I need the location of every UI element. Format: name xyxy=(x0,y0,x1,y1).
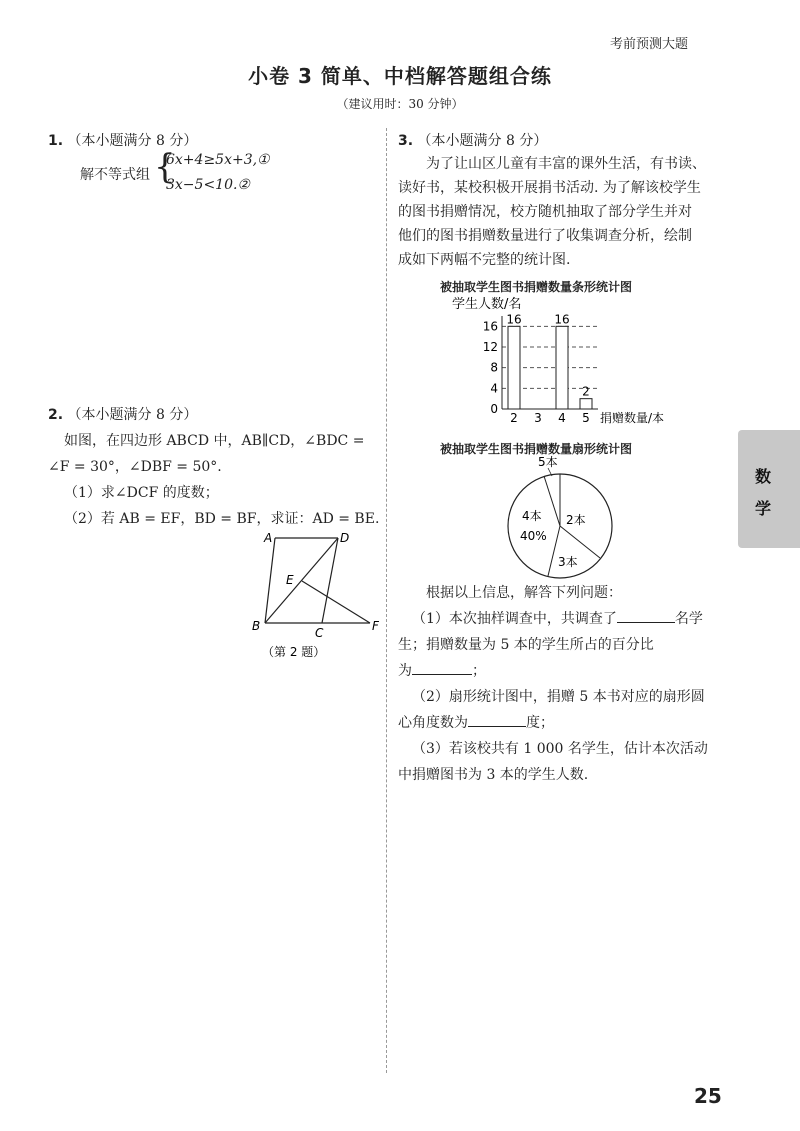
page-title: 小卷 3 简单、中档解答题组合练 xyxy=(248,64,552,88)
q3-stem-line4: 他们的图书捐赠数量进行了收集调查分析，绘制 xyxy=(398,228,692,244)
pie-label-2: 2本 xyxy=(566,513,586,527)
q1-inequality-1: 6x+4≥5x+3,① xyxy=(166,152,270,168)
q3-sub1-blank-count[interactable] xyxy=(617,608,675,623)
point-e-label: E xyxy=(286,573,294,587)
bar-xtick-label: 4 xyxy=(558,411,566,425)
q3-sub1-line3 xyxy=(398,658,738,684)
bar-xtick-label: 3 xyxy=(534,411,542,425)
q3-number: 3. xyxy=(398,133,414,149)
q2-figure-caption: （第 2 题） xyxy=(262,645,326,659)
point-c-label: C xyxy=(315,626,324,640)
q3-sub1-text-a: （1）本次抽样调查中，共调查了 xyxy=(412,611,617,627)
bar-ytick-label: 4 xyxy=(490,381,498,396)
q2-part2: （2）若 AB = EF，BD = BF，求证：AD = BE. xyxy=(64,511,380,527)
q3-score: （本小题满分 8 分） xyxy=(417,133,548,149)
header-series-label: 考前预测大题 xyxy=(610,37,689,52)
bar-value-label: 16 xyxy=(506,312,522,327)
pie-chart xyxy=(470,454,640,584)
q1-inequality-2: 3x−5<10.② xyxy=(166,177,250,193)
q3-sub1-blank-percent[interactable] xyxy=(412,660,472,675)
side-tab-char-2: 学 xyxy=(754,499,771,518)
q3-stem-line1: 为了让山区儿童有丰富的课外生活，有书读、 xyxy=(426,156,706,172)
q2-number: 2. xyxy=(48,407,64,423)
q1-lead: 解不等式组 xyxy=(80,167,150,183)
bar-ytick-label: 16 xyxy=(482,319,498,334)
q3-sub1-text-d: 为 xyxy=(398,663,412,679)
bar-5 xyxy=(580,399,592,409)
bar-value-label: 16 xyxy=(554,312,570,327)
q1-score: （本小题满分 8 分） xyxy=(67,133,198,149)
bar-value-label: 2 xyxy=(582,384,590,399)
bar-4 xyxy=(556,326,568,409)
segment-bd xyxy=(265,538,338,623)
q3-sub1-text-e: ； xyxy=(472,663,486,679)
bar-chart xyxy=(430,294,710,434)
q2-part1: （1）求∠DCF 的度数； xyxy=(64,485,219,501)
bar-ytick-label: 8 xyxy=(490,360,498,375)
point-b-label: B xyxy=(252,619,261,633)
pie-label-5: 5本 xyxy=(538,455,558,469)
q2-stem-line2: ∠F = 30°，∠DBF = 50°. xyxy=(48,459,222,475)
bar-xtick-label: 2 xyxy=(510,411,518,425)
q2-heading xyxy=(48,404,197,424)
q3-sub2-blank-angle[interactable] xyxy=(468,712,526,727)
bar-chart-xlabel: 捐赠数量/本 xyxy=(600,411,665,425)
q3-sub1-line2: 生；捐赠数量为 5 本的学生所占的百分比 xyxy=(398,637,654,653)
q2-stem-line1: 如图，在四边形 ABCD 中，AB∥CD，∠BDC = xyxy=(64,433,365,449)
pie-divider-2 xyxy=(544,476,560,526)
q3-sub2-text-c: 度； xyxy=(526,715,554,731)
q3-sub3-line1: （3）若该校共有 1 000 名学生，估计本次活动 xyxy=(412,741,708,757)
pie-label-4: 4本 xyxy=(522,509,542,523)
pie-annotation-40pct: 40% xyxy=(520,529,547,543)
segment-dc xyxy=(322,538,338,623)
page-subtitle: （建议用时：30 分钟） xyxy=(336,97,464,111)
q2-figure xyxy=(240,526,390,666)
q3-sub3-line2: 中捐赠图书为 3 本的学生人数. xyxy=(398,767,589,783)
q2-score: （本小题满分 8 分） xyxy=(67,407,198,423)
side-tab-char-1: 数 xyxy=(754,467,771,486)
q3-subquestions xyxy=(398,580,738,788)
bar-chart-ylabel: 学生人数/名 xyxy=(452,297,522,312)
q3-sub2-line2 xyxy=(398,710,738,736)
point-f-label: F xyxy=(372,619,379,633)
pie-divider-4 xyxy=(560,526,600,558)
q3-sub1-line1 xyxy=(398,606,738,632)
q3-stem xyxy=(398,152,738,272)
pie-label-3: 3本 xyxy=(558,555,578,569)
q3-info: 根据以上信息，解答下列问题： xyxy=(426,585,622,601)
bar-2 xyxy=(508,326,520,409)
subject-side-tab xyxy=(738,430,800,548)
q3-heading xyxy=(398,130,547,150)
q3-stem-line2: 读好书，某校积极开展捐书活动. 为了解该校学生 xyxy=(398,180,701,196)
q1-number: 1. xyxy=(48,133,64,149)
q1-brace: { xyxy=(154,147,176,187)
point-d-label: D xyxy=(340,531,350,545)
q3-sub1-text-b: 名学 xyxy=(674,611,703,627)
q3-stem-line3: 的图书捐赠情况，校方随机抽取了部分学生并对 xyxy=(398,204,692,220)
bar-ytick-label: 12 xyxy=(482,340,498,354)
segment-ef xyxy=(302,581,370,623)
page-number: 25 xyxy=(694,1084,722,1108)
q3-stem-line5: 成如下两幅不完整的统计图. xyxy=(398,252,571,268)
pie-chart-title: 被抽取学生图书捐赠数量扇形统计图 xyxy=(440,442,633,456)
bar-xtick-label: 5 xyxy=(582,411,590,425)
q3-sub2-text-b: 心角度数为 xyxy=(398,715,468,731)
point-a-label: A xyxy=(264,531,273,545)
segment-ab xyxy=(265,538,275,623)
q3-sub2-line1: （2）扇形统计图中，捐赠 5 本书对应的扇形圆 xyxy=(412,689,705,705)
bar-ytick-label: 0 xyxy=(490,402,498,416)
bar-chart-title: 被抽取学生图书捐赠数量条形统计图 xyxy=(440,280,633,294)
